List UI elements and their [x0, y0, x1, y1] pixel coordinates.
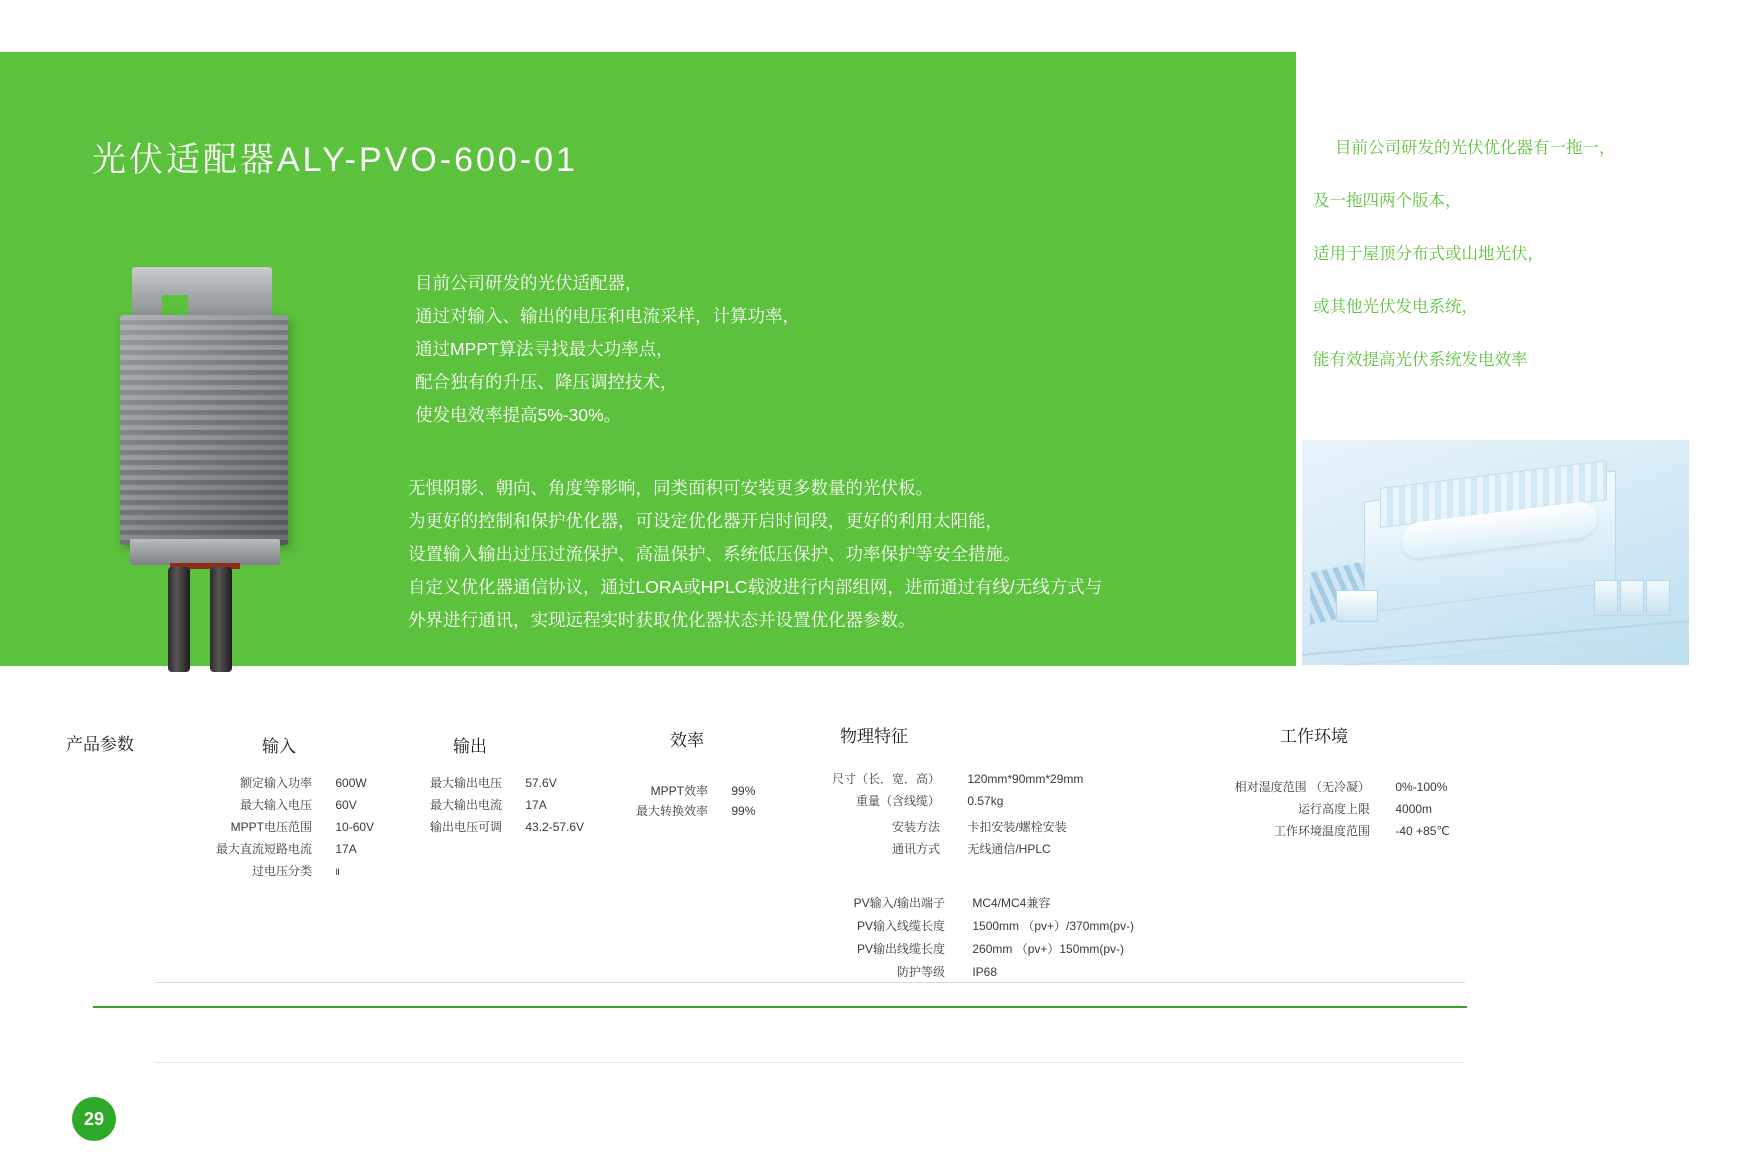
hero-p2-line: 设置输入输出过压过流保护、高温保护、系统低压保护、功率保护等安全措施。 [408, 544, 1021, 564]
spec-row: 安装方法 卡扣安装/螺栓安装 [891, 820, 1067, 834]
hero-paragraph-2 [408, 472, 1102, 637]
spec-row: 重量（含线缆） 0.57kg [855, 794, 1004, 808]
inverter-unit [1646, 580, 1670, 616]
ground-equipment [1336, 590, 1378, 622]
hero-banner [0, 52, 1296, 666]
spec-row: 过电压分类 Ⅱ [251, 864, 340, 878]
spec-row: 防护等级 IP68 [896, 965, 998, 979]
divider-bottom [155, 1062, 1465, 1063]
hero-p2-line: 为更好的控制和保护优化器，可设定优化器开启时间段，更好的利用太阳能， [408, 511, 1003, 531]
right-description [1313, 122, 1743, 387]
right-line: 目前公司研发的光伏优化器有一拖一， [1335, 139, 1616, 157]
spec-row: 最大输入电压 60V [239, 798, 357, 812]
spec-group-title-output: 输出 [453, 737, 487, 756]
hero-p1-line: 使发电效率提高5%-30%。 [415, 405, 622, 425]
page-number-badge: 29 [72, 1097, 116, 1141]
hero-p2-line: 无惧阴影、朝向、角度等影响，同类面积可安装更多数量的光伏板。 [408, 478, 933, 498]
right-line: 适用于屋顶分布式或山地光伏， [1313, 245, 1544, 263]
spec-row: PV输入/输出端子 MC4/MC4兼容 [853, 896, 1051, 910]
hero-p2-line: 外界进行通讯，实现远程实时获取优化器状态并设置优化器参数。 [408, 610, 916, 630]
building-illustration [1302, 440, 1689, 665]
spec-group-title-input: 输入 [262, 737, 296, 756]
spec-row: 相对湿度范围 （无冷凝） 0%-100% [1234, 780, 1448, 794]
spec-row: 最大输出电压 57.6V [429, 776, 557, 790]
spec-row: 额定输入功率 600W [239, 776, 367, 790]
product-photo [110, 267, 325, 667]
page-title: 光伏适配器ALY-PVO-600-01 [92, 141, 578, 179]
spec-group-title-efficiency: 效率 [670, 731, 704, 750]
spec-row: 最大转换效率 99% [635, 804, 756, 818]
divider-thin [155, 982, 1465, 983]
right-line: 或其他光伏发电系统， [1313, 298, 1478, 316]
inverter-unit [1620, 580, 1644, 616]
spec-section-label: 产品参数 [66, 735, 134, 754]
hero-p2-line: 自定义优化器通信协议，通过LORA或HPLC载波进行内部组网，进而通过有线/无线方式与 [408, 577, 1103, 597]
product-top-bracket [132, 267, 272, 319]
right-line: 及一拖四两个版本， [1313, 192, 1462, 210]
inverter-unit [1594, 580, 1618, 616]
spec-row: 最大输出电流 17A [429, 798, 547, 812]
product-base [130, 539, 280, 565]
spec-table [0, 700, 1764, 1000]
spec-row: 输出电压可调 43.2-57.6V [429, 820, 585, 834]
product-cable-right [210, 567, 232, 672]
hero-p1-line: 通过对输入、输出的电压和电流采样，计算功率， [415, 306, 800, 326]
spec-row: PV输出线缆长度 260mm （pv+）150mm(pv-) [856, 942, 1125, 956]
spec-row: 运行高度上限 4000m [1297, 802, 1433, 816]
product-cable-left [168, 567, 190, 672]
spec-row: 尺寸（长．宽．高） 120mm*90mm*29mm [831, 772, 1084, 786]
product-shading-overlay [120, 315, 288, 545]
spec-row: 工作环境温度范围 -40 +85℃ [1273, 824, 1450, 838]
right-line: 能有效提高光伏系统发电效率 [1313, 351, 1528, 369]
spec-row: MPPT效率 99% [650, 784, 756, 798]
hero-p1-line: 通过MPPT算法寻找最大功率点， [415, 339, 674, 359]
divider-green [93, 1006, 1467, 1008]
spec-group-title-physical: 物理特征 [840, 727, 908, 746]
spec-row: 通讯方式 无线通信/HPLC [891, 842, 1051, 856]
hero-p1-line: 目前公司研发的光伏适配器， [415, 273, 643, 293]
spec-row: MPPT电压范围 10-60V [230, 820, 375, 834]
hero-paragraph-1 [415, 267, 800, 432]
spec-row: PV输入线缆长度 1500mm （pv+）/370mm(pv-) [856, 919, 1135, 933]
hero-p1-line: 配合独有的升压、降压调控技术， [415, 372, 678, 392]
spec-row: 最大直流短路电流 17A [215, 842, 357, 856]
spec-group-title-environment: 工作环境 [1280, 727, 1348, 746]
